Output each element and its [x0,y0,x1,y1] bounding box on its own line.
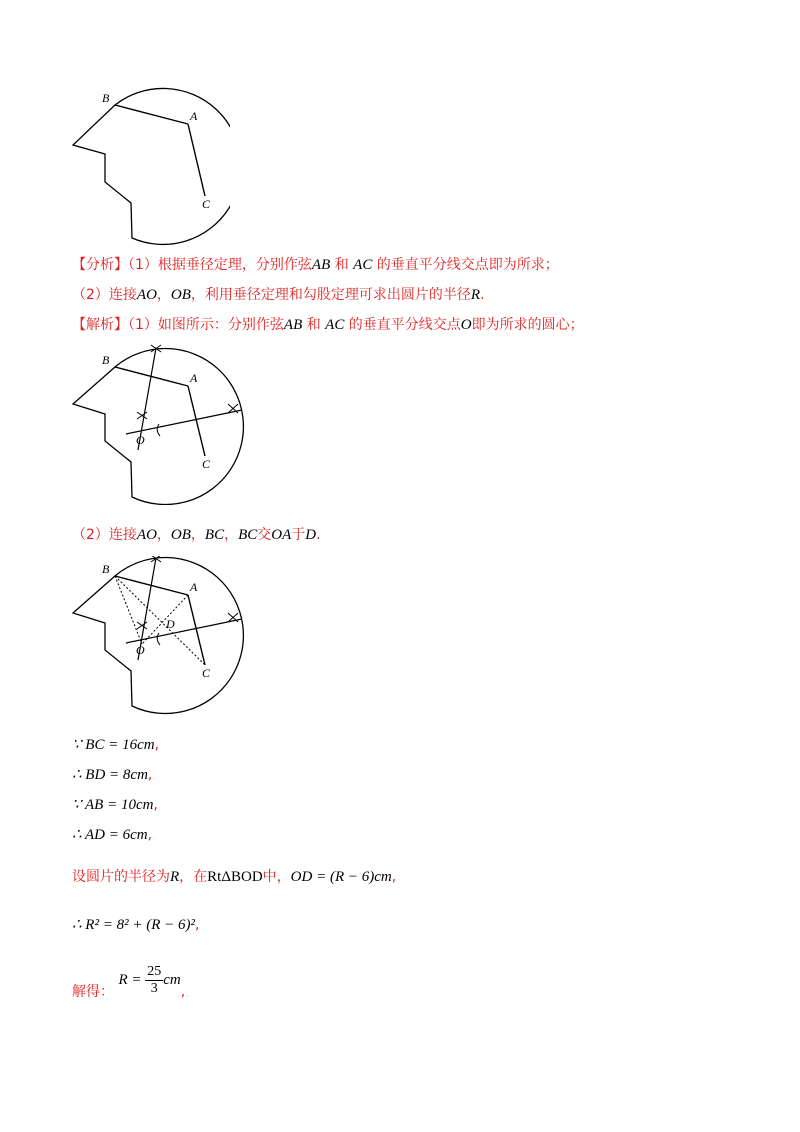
arc-mark [157,424,160,436]
circle-piece-outline [73,88,230,244]
chord-ac [188,124,205,196]
label-c: C [202,666,211,680]
label-c: C [202,457,211,471]
figure-perpendicular-bisectors [60,340,260,505]
solution-line-1: 【解析】（1）如图所示：分别作弦AB 和 AC 的垂直平分线交点O即为所求的圆心； [72,317,584,333]
segment-ab: AB [311,257,331,273]
label-d: D [166,617,175,631]
label-o: O [136,433,145,447]
label-a: A [190,109,198,123]
chord-ab [115,105,188,124]
pythagorean-equation: ∴ R² = 8² + (R − 6)², [72,917,200,933]
arc-mark [137,622,147,629]
figure-auxiliary-lines [60,556,260,721]
result-line: 解得： R = $\frac{25}{3}$ cm, [72,963,186,1000]
segment-ac: AC [353,257,373,273]
solution-tag: 【解析】 [72,317,128,333]
equation-2: ∴ BD = 8cm, [72,767,153,783]
analysis-line-2: （2）连接AO，OB，利用垂径定理和勾股定理可求出圆片的半径R. [72,287,485,303]
radius-statement: 设圆片的半径为R，在RtΔBOD中，OD = (R − 6)cm, [72,869,397,885]
equation-3: ∵ AB = 10cm, [72,797,158,813]
equation-1: ∵ BC = 16cm, [72,737,160,753]
arc-mark [137,412,147,419]
label-a: A [190,580,198,594]
label-b: B [102,562,110,576]
label-b: B [102,353,110,367]
fraction-25-3: $\frac{25}{3}$ [147,963,162,996]
label-o: O [136,643,145,657]
equation-4: ∴ AD = 6cm, [72,827,153,843]
label-b: B [102,91,110,105]
analysis-tag: 【分析】 [72,257,128,273]
label-a: A [190,371,198,385]
analysis-line-1: 【分析】（1）根据垂径定理，分别作弦AB 和 AC 的垂直平分线交点即为所求； [72,257,559,273]
result-label: 解得： [72,984,114,1000]
segment-bo [115,576,142,644]
label-c: C [202,197,211,211]
segment-ao [142,595,188,644]
figure-circle-chords [60,86,230,246]
arc-mark [157,633,160,645]
solution-line-2: （2）连接AO，OB，BC，BC交OA于D. [72,527,321,543]
